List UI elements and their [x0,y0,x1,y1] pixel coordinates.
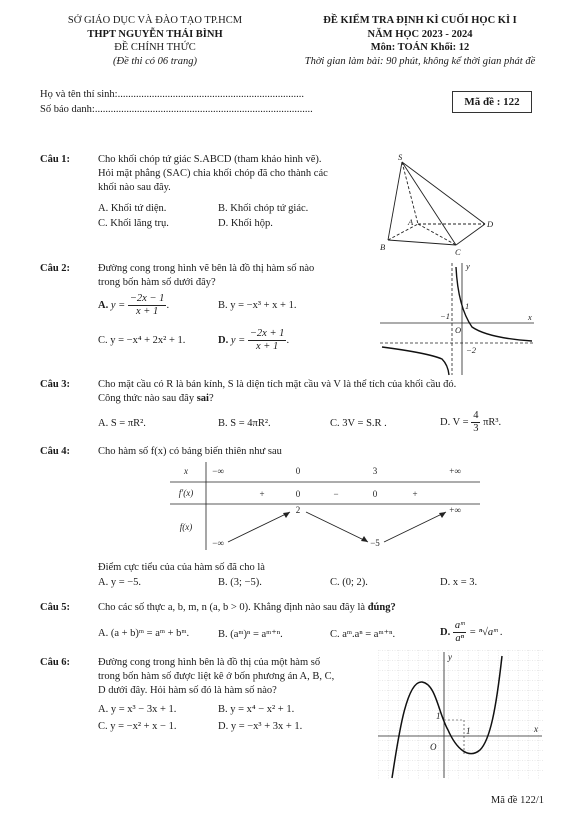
q1-option-c[interactable]: C. Khối lăng trụ. [98,218,169,229]
q3-option-c[interactable]: C. 3V = S.R . [330,418,387,429]
svg-text:f'(x): f'(x) [178,488,194,498]
student-id-line: Số báo danh:................................................................................... [40,104,313,115]
svg-text:0: 0 [372,489,378,499]
hyperbola-figure [376,259,538,379]
q1-option-d[interactable]: D. Khối hộp. [218,218,273,229]
svg-text:1: 1 [436,711,441,721]
label-D: D [487,219,494,229]
q2-text: Đường cong trong hình vẽ bên là đồ thị hàm số nào trong bốn hàm số dưới đây? [98,263,315,288]
q2-number: Câu 2: [40,263,71,274]
q4-option-d[interactable]: D. x = 3. [440,577,478,588]
q2-option-c[interactable]: C. y = −x⁴ + 2x² + 1. [98,335,186,346]
svg-text:+: + [412,489,418,499]
q5-text: Cho các số thực a, b, m, n (a, b > 0). Khẳng định nào sau đây là đúng? [98,602,396,613]
q1-option-b[interactable]: B. Khối chóp tứ giác. [218,203,309,214]
svg-text:2: 2 [295,505,301,515]
q2-option-b[interactable]: B. y = −x³ + x + 1. [218,300,297,311]
svg-text:1: 1 [465,301,470,311]
q5-option-c[interactable]: C. aᵐ.aⁿ = aᵐ⁺ⁿ. [330,629,396,640]
header-left [40,14,270,68]
q6-number: Câu 6: [40,657,71,668]
label-B: B [380,242,386,252]
q4-text: Cho hàm số f(x) có bảng biến thiên như sau [98,446,282,457]
q3-option-d[interactable]: D. V = $\frac{4}{3}$ πR³. [440,410,502,434]
subject-grade: Môn: TOÁN Khối: 12 [370,42,470,53]
q4-number: Câu 4: [40,446,71,457]
time-limit: Thời gian làm bài: 90 phút, không kể thời gian phát đề [304,55,536,67]
variation-table [170,460,480,552]
svg-text:x: x [534,724,538,734]
svg-text:−: − [333,489,339,499]
svg-text:O: O [430,742,437,752]
svg-text:+∞: +∞ [449,505,461,515]
svg-text:0: 0 [295,466,301,476]
svg-text:x: x [528,312,532,322]
q4-question: Điểm cực tiểu của của hàm số đã cho là [98,562,265,573]
official-label: ĐỀ CHÍNH THỨC [114,42,196,53]
svg-text:x: x [184,466,188,476]
header-right [270,14,570,68]
svg-text:−1: −1 [440,311,450,321]
q4-option-c[interactable]: C. (0; 2). [330,577,368,588]
svg-text:3: 3 [372,466,378,476]
svg-text:−∞: −∞ [212,466,224,476]
q3-text: Cho mặt cầu có R là bán kính, S là diện tích mặt cầu và V là thể tích của khối cầu đó. Công thức nào sau đây sai? [98,379,457,404]
page-footer: Mã đề 122/1 [490,795,544,806]
q6-option-a[interactable]: A. y = x³ − 3x + 1. [98,704,177,715]
exam-code-box: Mã đề : 122 [452,91,532,113]
q2-option-a[interactable]: A. y = $\frac{-2x - 1}{x + 1}$ . [98,293,170,317]
q2-option-d[interactable]: D. y = $\frac{-2x + 1}{x + 1}$ . [218,328,290,352]
page-count: (Đề thi có 06 trang) [113,55,197,67]
q6-text: Đường cong trong hình bên là đồ thị của một hàm số trong bốn hàm số được liệt kê ở bốn phương án A, B, C, D dưới đây. Hỏi hàm số đó là hàm số nào? [98,657,335,696]
q1-text: Cho khối chóp tứ giác S.ABCD (tham khảo hình vẽ). Hỏi mặt phẳng (SAC) chia khối chóp đã cho thành các khối nào sau đây. [98,154,328,193]
q5-number: Câu 5: [40,602,71,613]
svg-text:O: O [455,325,462,335]
svg-text:0: 0 [295,489,301,499]
svg-text:−∞: −∞ [212,538,224,548]
dept-name: SỞ GIÁO DỤC VÀ ĐÀO TẠO TP.HCM [67,15,243,26]
pyramid-figure [380,152,500,256]
svg-text:−5: −5 [370,538,380,548]
q4-option-a[interactable]: A. y = −5. [98,577,142,588]
q3-option-a[interactable]: A. S = πR². [98,418,146,429]
q6-option-d[interactable]: D. y = −x³ + 3x + 1. [218,721,303,732]
q4-option-b[interactable]: B. (3; −5). [218,577,262,588]
q6-option-c[interactable]: C. y = −x² + x − 1. [98,721,177,732]
svg-text:1: 1 [466,726,471,736]
student-name-line: Họ và tên thí sinh:....................................................................... [40,89,304,100]
school-name: THPT NGUYỄN THÁI BÌNH [87,28,223,40]
q5-option-b[interactable]: B. (aᵐ)ⁿ = aᵐ⁺ⁿ. [218,629,283,640]
svg-text:y: y [448,652,452,662]
label-S: S [398,152,403,162]
label-C: C [455,247,461,256]
q5-option-d[interactable]: D. $\frac{\text{aᵐ}}{\text{aⁿ}}$ = ⁿ√aᵐ . [440,620,503,644]
svg-text:+∞: +∞ [449,466,461,476]
exam-title: ĐỀ KIỂM TRA ĐỊNH KÌ CUỐI HỌC KÌ I [323,15,517,26]
svg-text:y: y [466,261,470,271]
school-year: NĂM HỌC 2023 - 2024 [367,28,473,40]
svg-text:f(x): f(x) [179,522,193,532]
q1-option-a[interactable]: A. Khối tứ diện. [98,203,167,214]
q6-option-b[interactable]: B. y = x⁴ − x² + 1. [218,704,295,715]
q3-option-b[interactable]: B. S = 4πR². [218,418,271,429]
q1-number: Câu 1: [40,154,71,165]
q3-number: Câu 3: [40,379,71,390]
q5-option-a[interactable]: A. (a + b)ᵐ = aᵐ + bᵐ. [98,628,190,639]
svg-text:+: + [259,489,265,499]
label-A: A [408,217,414,227]
svg-text:−2: −2 [466,345,476,355]
cubic-graph-figure [378,650,544,780]
